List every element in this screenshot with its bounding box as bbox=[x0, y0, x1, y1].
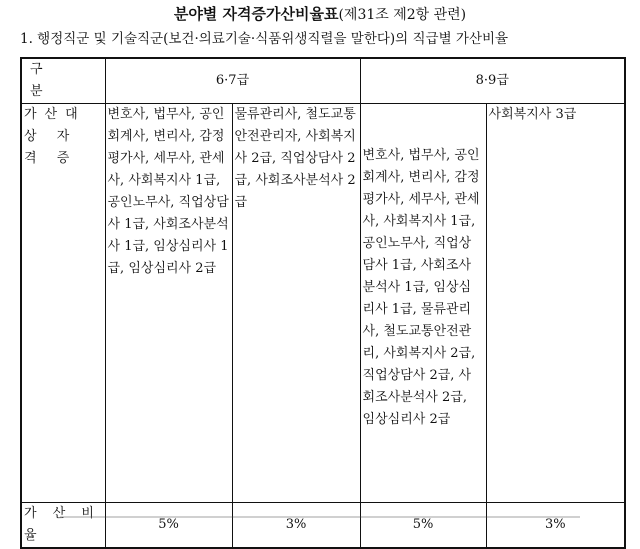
g67-lower-certs: 물류관리사, 철도교통안전관리자, 사회복지사 2급, 직업상담사 2급, 사회조사분석사 2급 bbox=[234, 107, 356, 210]
eligible-label: 가산대상 자 격 증 bbox=[21, 104, 105, 503]
header-grade-67: 6·7급 bbox=[105, 58, 360, 104]
g89-lower-certs-cell bbox=[486, 104, 625, 503]
g89-higher-certs: 변호사, 법무사, 공인회계사, 변리사, 감정평가사, 세무사, 관세사, 사회복지사 1급, 공인노무사, 직업상담사 1급, 사회조사분석사 1급, 임상심리사 1급, 물류관리사, 철도교통안전관리, 사회복지사 2급, 직업상담사 2급, 사회조사분석사 2급, 임상심리사 2급 bbox=[362, 148, 480, 427]
rate-g89-higher: 5% bbox=[360, 503, 486, 549]
rate-g67-lower: 3% bbox=[232, 503, 360, 549]
document-title bbox=[0, 4, 640, 25]
g89-lower-certs: 사회복지사 3급 bbox=[488, 107, 577, 122]
header-row bbox=[21, 58, 625, 104]
rate-label: 가 산 비 율 bbox=[21, 503, 105, 549]
header-label: 구 분 bbox=[21, 58, 105, 104]
title-sub: (제31조 제2항 관련) bbox=[338, 7, 467, 23]
section-heading: 1. 행정직군 및 기술직군(보건·의료기술·식품위생직렬을 말한다)의 직급별 가산비율 bbox=[20, 31, 509, 47]
g67-higher-certs-cell bbox=[105, 104, 232, 503]
cut-off-next-line bbox=[20, 512, 624, 519]
rate-row bbox=[21, 503, 625, 549]
title-main: 분야별 자격증가산비율표 bbox=[173, 5, 339, 23]
rate-g89-lower: 3% bbox=[486, 503, 625, 549]
rate-g67-higher: 5% bbox=[105, 503, 232, 549]
g89-higher-certs-cell bbox=[360, 104, 486, 503]
g67-lower-certs-cell bbox=[232, 104, 360, 503]
header-grade-89: 8·9급 bbox=[360, 58, 625, 104]
bonus-rate-table bbox=[20, 57, 626, 549]
eligible-certificates-row bbox=[21, 104, 625, 503]
g67-higher-certs: 변호사, 법무사, 공인회계사, 변리사, 감정평가사, 세무사, 관세사, 사회복지사 1급, 공인노무사, 직업상담사 1급, 사회조사분석사 1급, 임상심리사 1급, 임상심리사 2급 bbox=[107, 107, 229, 276]
